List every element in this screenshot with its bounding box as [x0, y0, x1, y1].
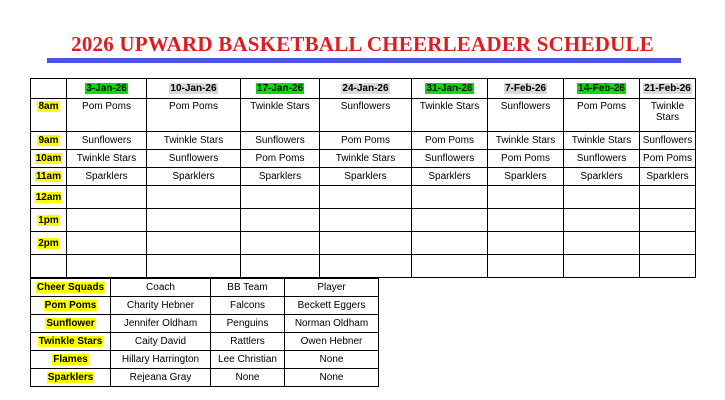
- squad-assignment-cell: Sparklers: [241, 168, 320, 186]
- squad-assignment-cell: [147, 232, 241, 255]
- date-label: 21-Feb-26: [644, 83, 691, 94]
- squad-assignment-cell: Sparklers: [147, 168, 241, 186]
- squad-name: Sparklers: [47, 372, 94, 383]
- date-label: 17-Jan-26: [256, 83, 304, 94]
- date-header: [412, 79, 488, 99]
- squad-assignment-cell: [67, 209, 147, 232]
- schedule-table: [30, 78, 696, 278]
- squad-assignment-cell: [412, 186, 488, 209]
- squad-name: Twinkle Stars: [38, 336, 103, 347]
- squad-assignment-cell: Sparklers: [564, 168, 640, 186]
- squad-assignment-cell: [564, 186, 640, 209]
- squad-assignment-cell: [640, 186, 696, 209]
- squad-assignment-cell: Sparklers: [67, 168, 147, 186]
- squad-assignment-cell: Sunflowers: [564, 150, 640, 168]
- squad-info-cell: Charity Hebner: [111, 297, 211, 315]
- squad-assignment-cell: Pom Poms: [241, 150, 320, 168]
- squad-info-cell: Rejeana Gray: [111, 369, 211, 387]
- squads-header-cell: [31, 279, 111, 297]
- squad-info-cell: None: [211, 369, 285, 387]
- squad-info-cell: Jennifer Oldham: [111, 315, 211, 333]
- time-cell: [31, 255, 67, 278]
- date-label: 10-Jan-26: [170, 83, 217, 94]
- squad-assignment-cell: Sunflowers: [147, 150, 241, 168]
- squad-info-cell: Beckett Eggers: [285, 297, 379, 315]
- squad-assignment-cell: Twinkle Stars: [640, 99, 696, 132]
- time-label: 9am: [38, 135, 59, 146]
- squad-name-cell: [31, 333, 111, 351]
- squad-assignment-cell: [241, 255, 320, 278]
- date-label: 31-Jan-26: [426, 83, 473, 94]
- squad-assignment-cell: Pom Poms: [488, 150, 564, 168]
- squad-assignment-cell: Sunflowers: [320, 99, 412, 132]
- squads-header-cell: Coach: [111, 279, 211, 297]
- squad-assignment-cell: [640, 255, 696, 278]
- schedule-row: [31, 168, 696, 186]
- time-label: 11am: [35, 171, 62, 182]
- schedule-corner-cell: [31, 79, 67, 99]
- schedule-row: [31, 255, 696, 278]
- squad-info-cell: Norman Oldham: [285, 315, 379, 333]
- squad-name-cell: [31, 369, 111, 387]
- page-title: 2026 UPWARD BASKETBALL CHEERLEADER SCHEDULE: [71, 32, 654, 56]
- squad-assignment-cell: [67, 232, 147, 255]
- squads-table: [30, 278, 379, 387]
- time-cell: [31, 186, 67, 209]
- squad-assignment-cell: Pom Poms: [147, 99, 241, 132]
- squad-name: Pom Poms: [44, 300, 97, 311]
- squad-info-cell: Lee Christian: [211, 351, 285, 369]
- squad-assignment-cell: [412, 255, 488, 278]
- squad-assignment-cell: [67, 186, 147, 209]
- squad-assignment-cell: Pom Poms: [640, 150, 696, 168]
- squad-assignment-cell: Sunflowers: [67, 132, 147, 150]
- date-header: [147, 79, 241, 99]
- squads-header-cell: Player: [285, 279, 379, 297]
- squad-assignment-cell: [147, 209, 241, 232]
- squad-assignment-cell: Sunflowers: [640, 132, 696, 150]
- date-label: 24-Jan-26: [342, 83, 389, 94]
- date-header: [241, 79, 320, 99]
- squad-row: [31, 315, 379, 333]
- squad-assignment-cell: Twinkle Stars: [564, 132, 640, 150]
- squad-row: [31, 369, 379, 387]
- squad-row: [31, 297, 379, 315]
- squad-assignment-cell: [241, 209, 320, 232]
- squad-assignment-cell: [67, 255, 147, 278]
- squad-assignment-cell: [564, 232, 640, 255]
- schedule-row: [31, 186, 696, 209]
- time-cell: [31, 209, 67, 232]
- squad-assignment-cell: [320, 186, 412, 209]
- squad-name: Sunflower: [46, 318, 95, 329]
- squad-assignment-cell: [640, 209, 696, 232]
- squad-name-cell: [31, 315, 111, 333]
- squad-name-cell: [31, 297, 111, 315]
- squad-info-cell: Owen Hebner: [285, 333, 379, 351]
- schedule-row: [31, 99, 696, 132]
- squad-assignment-cell: [488, 186, 564, 209]
- date-header: [564, 79, 640, 99]
- schedule-header-row: [31, 79, 696, 99]
- time-label: 8am: [38, 101, 59, 112]
- squad-assignment-cell: Sparklers: [320, 168, 412, 186]
- squad-assignment-cell: [241, 186, 320, 209]
- squad-assignment-cell: Twinkle Stars: [320, 150, 412, 168]
- time-label: 2pm: [38, 237, 59, 249]
- date-header: [488, 79, 564, 99]
- squad-assignment-cell: Pom Poms: [564, 99, 640, 132]
- squad-name-cell: [31, 351, 111, 369]
- squad-assignment-cell: Twinkle Stars: [67, 150, 147, 168]
- squad-info-cell: Falcons: [211, 297, 285, 315]
- squad-assignment-cell: Pom Poms: [320, 132, 412, 150]
- date-label: 7-Feb-26: [504, 83, 547, 94]
- squad-row: [31, 333, 379, 351]
- squad-info-cell: None: [285, 351, 379, 369]
- squad-assignment-cell: Twinkle Stars: [241, 99, 320, 132]
- schedule-row: [31, 132, 696, 150]
- squad-assignment-cell: [241, 232, 320, 255]
- time-cell: [31, 99, 67, 132]
- date-header: [67, 79, 147, 99]
- schedule-row: [31, 150, 696, 168]
- time-label: 1pm: [38, 214, 59, 226]
- squad-assignment-cell: Sparklers: [488, 168, 564, 186]
- date-header: [640, 79, 696, 99]
- squad-assignment-cell: [488, 255, 564, 278]
- time-cell: [31, 168, 67, 186]
- squad-info-cell: Penguins: [211, 315, 285, 333]
- squad-assignment-cell: [412, 232, 488, 255]
- squad-assignment-cell: Pom Poms: [412, 132, 488, 150]
- schedule-row: [31, 232, 696, 255]
- squad-assignment-cell: Sunflowers: [241, 132, 320, 150]
- squad-assignment-cell: [320, 209, 412, 232]
- squad-assignment-cell: Twinkle Stars: [488, 132, 564, 150]
- squad-assignment-cell: Sunflowers: [412, 150, 488, 168]
- squad-info-cell: Rattlers: [211, 333, 285, 351]
- squad-assignment-cell: Sunflowers: [488, 99, 564, 132]
- squad-assignment-cell: [564, 255, 640, 278]
- squad-assignment-cell: [488, 232, 564, 255]
- squad-assignment-cell: Twinkle Stars: [147, 132, 241, 150]
- squads-header-cell: BB Team: [211, 279, 285, 297]
- squad-name: Flames: [53, 354, 88, 365]
- date-header: [320, 79, 412, 99]
- title-underline: [47, 58, 681, 63]
- date-label: 3-Jan-26: [86, 83, 127, 94]
- squad-assignment-cell: [320, 232, 412, 255]
- squad-assignment-cell: [147, 255, 241, 278]
- time-cell: [31, 232, 67, 255]
- time-cell: [31, 150, 67, 168]
- squad-assignment-cell: [564, 209, 640, 232]
- squad-assignment-cell: Sparklers: [412, 168, 488, 186]
- time-label: 10am: [35, 153, 62, 164]
- schedule-row: [31, 209, 696, 232]
- squad-assignment-cell: Twinkle Stars: [412, 99, 488, 132]
- squad-assignment-cell: Pom Poms: [67, 99, 147, 132]
- squads-header-row: [31, 279, 379, 297]
- squads-header-label: Cheer Squads: [36, 282, 105, 293]
- squad-assignment-cell: [320, 255, 412, 278]
- squad-assignment-cell: [640, 232, 696, 255]
- squad-assignment-cell: [488, 209, 564, 232]
- squad-assignment-cell: [147, 186, 241, 209]
- squad-info-cell: Hillary Harrington: [111, 351, 211, 369]
- time-cell: [31, 132, 67, 150]
- date-label: 14-Feb-26: [578, 83, 625, 94]
- squad-assignment-cell: [412, 209, 488, 232]
- squad-row: [31, 351, 379, 369]
- time-label: 12am: [35, 191, 62, 203]
- squad-info-cell: None: [285, 369, 379, 387]
- squad-info-cell: Caity David: [111, 333, 211, 351]
- squad-assignment-cell: Sparklers: [640, 168, 696, 186]
